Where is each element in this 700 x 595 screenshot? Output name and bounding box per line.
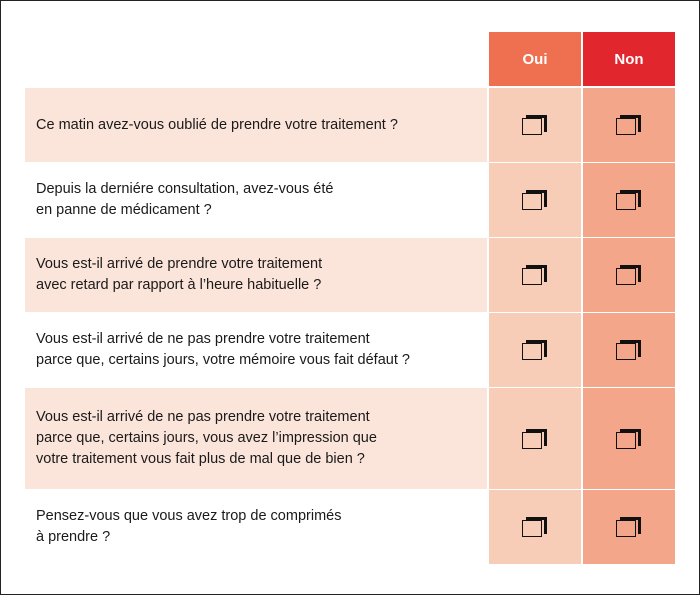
question-cell (25, 238, 487, 312)
question-text: Vous est-il arrivé de ne pas prendre votre traitement parce que, certains jours, vous avez l’impression que votre traitement vous fait plus de mal que de bien ? (36, 409, 377, 467)
question-text: Pensez-vous que vous avez trop de comprimés à prendre ? (36, 508, 342, 545)
checkbox-oui-5[interactable] (522, 429, 548, 449)
question-cell (25, 388, 487, 489)
checkbox-non-4[interactable] (616, 340, 642, 360)
checkbox-non-3[interactable] (616, 265, 642, 285)
checkbox-oui-4[interactable] (522, 340, 548, 360)
question-text: Ce matin avez-vous oublié de prendre votre traitement ? (36, 116, 398, 133)
question-cell (25, 163, 487, 237)
checkbox-oui-2[interactable] (522, 190, 548, 210)
checkbox-non-6[interactable] (616, 517, 642, 537)
checkbox-oui-3[interactable] (522, 265, 548, 285)
question-row-3 (25, 238, 675, 312)
header-non: Non (583, 32, 675, 86)
question-cell (25, 313, 487, 387)
checkbox-oui-1[interactable] (522, 115, 548, 135)
question-row-4 (25, 313, 675, 387)
question-text: Vous est-il arrivé de ne pas prendre votre traitement parce que, certains jours, votre mémoire vous fait défaut ? (36, 331, 410, 368)
question-row-5 (25, 388, 675, 489)
oui-cell (489, 388, 581, 489)
question-text: Vous est-il arrivé de prendre votre traitement avec retard par rapport à l’heure habituelle ? (36, 256, 323, 293)
checkbox-non-2[interactable] (616, 190, 642, 210)
oui-cell (489, 313, 581, 387)
checkbox-oui-6[interactable] (522, 517, 548, 537)
question-cell (25, 88, 487, 162)
checkbox-non-5[interactable] (616, 429, 642, 449)
non-cell (583, 313, 675, 387)
non-cell (583, 88, 675, 162)
oui-cell (489, 490, 581, 564)
question-text: Depuis la derniére consultation, avez-vous été en panne de médicament ? (36, 181, 334, 218)
non-cell (583, 490, 675, 564)
header-oui: Oui (489, 32, 581, 86)
question-row-2 (25, 163, 675, 237)
non-cell (583, 238, 675, 312)
question-cell (25, 490, 487, 564)
oui-cell (489, 238, 581, 312)
question-row-6 (25, 490, 675, 564)
non-cell (583, 163, 675, 237)
oui-cell (489, 88, 581, 162)
non-cell (583, 388, 675, 489)
checkbox-non-1[interactable] (616, 115, 642, 135)
question-row-1 (25, 88, 675, 162)
oui-cell (489, 163, 581, 237)
